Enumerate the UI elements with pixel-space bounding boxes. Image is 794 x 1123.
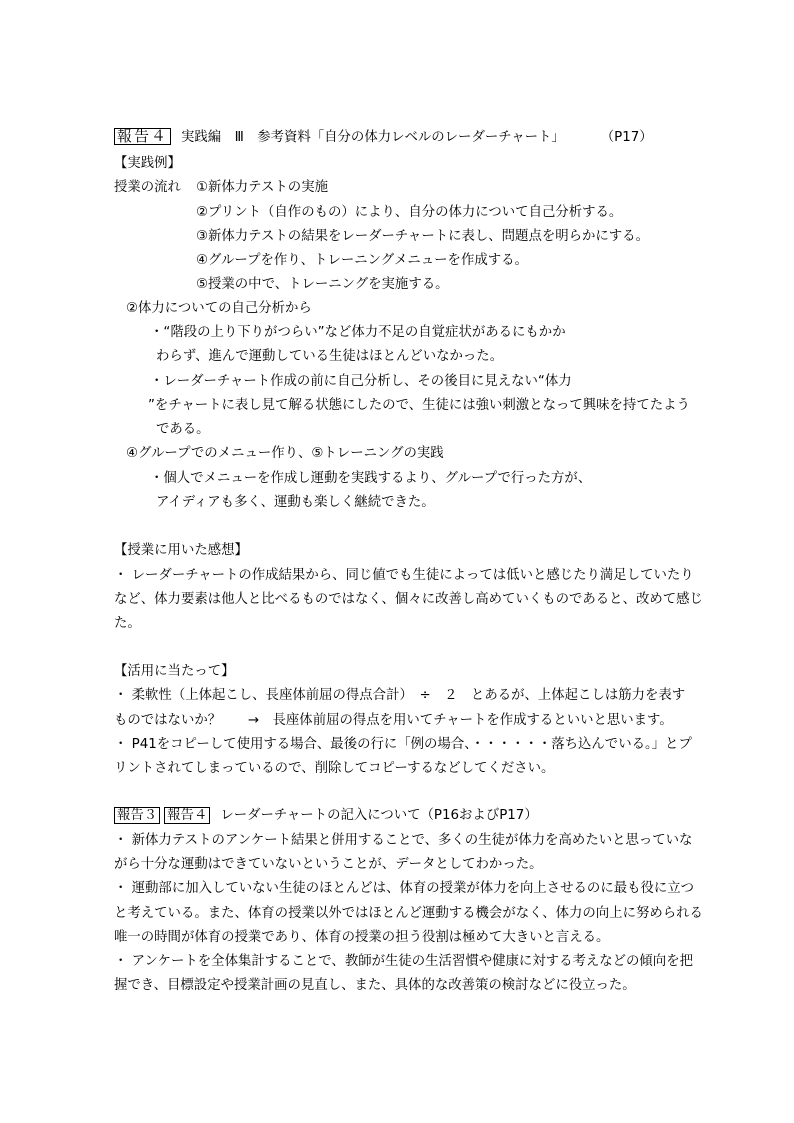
self-analysis-line: ”をチャートに表し見て解る状態にしたので、生徒には強い刺激となって興味を持てたよう (148, 398, 690, 413)
flow-step: ①新体力テストの実施 (196, 180, 328, 195)
report3-badge: 報告３ (114, 807, 160, 824)
flow-step: ②プリント（自作のもの）により、自分の体力について自己分析する。 (196, 205, 623, 220)
report34-line: ・ 新体力テストのアンケート結果と併用することで、多くの生徒が体力を高めたいと思っていな (114, 833, 693, 848)
practice-heading: 【実践例】 (114, 156, 181, 171)
report34-title: レーダーチャートの記入について（P16およびP17） (220, 808, 538, 823)
report4-header (114, 128, 653, 148)
report4-title: 実践編 Ⅲ 参考資料「自分の体力レベルのレーダーチャート」 (181, 130, 565, 145)
impressions-heading: 【授業に用いた感想】 (114, 543, 248, 558)
report4-badge: 報告４ (114, 128, 171, 145)
report34-line: と考えている。また、体育の授業以外ではほとんど運動する機会がなく、体力の向上に努められる (114, 906, 703, 921)
flow-label: 授業の流れ (114, 180, 181, 195)
report34-header (114, 806, 538, 826)
usage-line: ・ P41をコピーして使用する場合、最後の行に「例の場合、・・・・・・落ち込んでいる。」とプ (114, 737, 692, 752)
usage-line: リントされてしまっているので、削除してコピーするなどしてください。 (114, 761, 555, 776)
self-analysis-line: ・レーダーチャート作成の前に自己分析し、その後目に見えない“体力 (150, 374, 572, 389)
impressions-line: など、体力要素は他人と比べるものではなく、個々に改善し高めていくものであると、改めて感じ (114, 592, 703, 607)
report34-line: 握でき、目標設定や授業計画の見直し、また、具体的な改善策の検討などに役立った。 (114, 978, 636, 993)
report34-line: ・ 運動部に加入していない生徒のほとんどは、体育の授業が体力を向上させるのに最も役に立つ (114, 881, 695, 896)
self-analysis-line: わらず、進んで運動している生徒はほとんどいなかった。 (156, 349, 504, 364)
flow-step: ⑤授業の中で、トレーニングを実施する。 (196, 277, 449, 292)
report4-page-ref: （P17） (600, 130, 653, 145)
flow-step: ③新体力テストの結果をレーダーチャートに表し、問題点を明らかにする。 (196, 229, 649, 244)
report34-line: ・ アンケートを全体集計することで、教師が生徒の生活習慣や健康に対する考えなどの傾向を把 (114, 954, 693, 969)
report34-line: がら十分な運動はできていないということが、データとしてわかった。 (114, 857, 543, 872)
group-line: アイディアも多く、運動も楽しく継続できた。 (156, 495, 435, 510)
usage-line: ・ 柔軟性（上体起こし、長座体前屈の得点合計） ÷ ２ とあるが、上体起こしは筋力を表す (114, 688, 686, 703)
self-analysis-heading: ②体力についての自己分析から (126, 301, 312, 316)
report4-badge-2: 報告４ (164, 807, 210, 824)
group-heading: ④グループでのメニュー作り、⑤トレーニングの実践 (126, 446, 444, 461)
impressions-line: た。 (114, 616, 141, 631)
group-line: ・個人でメニューを作成し運動を実践するより、グループで行った方が、 (150, 471, 592, 486)
impressions-line: ・ レーダーチャートの作成結果から、同じ値でも生徒によっては低いと感じたり満足していたり (114, 568, 694, 583)
usage-line: ものではないか？ → 長座体前屈の得点を用いてチャートを作成するといいと思います。 (114, 713, 673, 728)
usage-heading: 【活用に当たって】 (114, 664, 235, 679)
self-analysis-line: ・“階段の上り下りがつらい”など体力不足の自覚症状があるにもかか (150, 325, 566, 340)
report34-line: 唯一の時間が体育の授業であり、体育の授業の担う役割は極めて大きいと言える。 (114, 930, 610, 945)
flow-step: ④グループを作り、トレーニングメニューを作成する。 (196, 253, 528, 268)
self-analysis-line: である。 (156, 422, 210, 437)
